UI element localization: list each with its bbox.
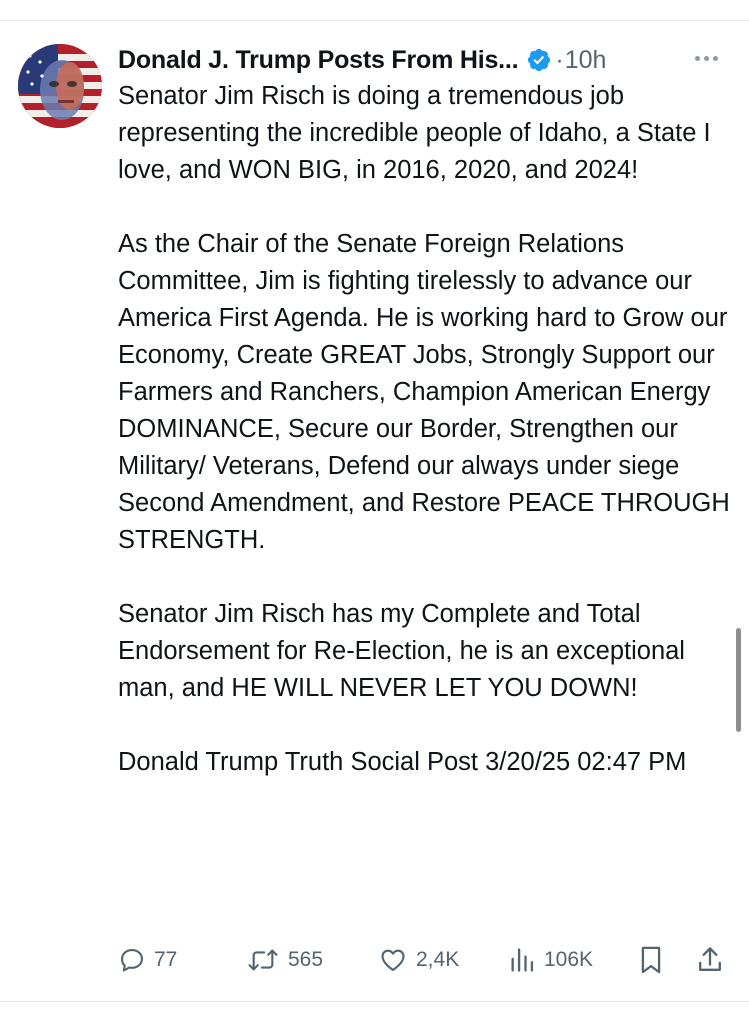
action-bar [118, 940, 730, 980]
author-name[interactable]: Donald J. Trump Posts From His... [118, 45, 519, 74]
avatar[interactable] [18, 44, 102, 128]
reply-icon [118, 946, 146, 974]
divider-bottom [0, 1001, 749, 1002]
heart-icon [378, 946, 408, 974]
like-count: 2,4K [416, 948, 460, 971]
more-options-icon[interactable] [688, 46, 724, 70]
post-paragraph: Senator Jim Risch is doing a tremendous job representing the incredible people of Idaho, a State I love, and WON BIG, in 2016, 2020, and 2024! [118, 82, 711, 184]
bookmark-button[interactable] [638, 940, 664, 980]
scrollbar[interactable] [736, 628, 741, 732]
repost-count: 565 [288, 948, 324, 971]
views-chart-icon [508, 946, 536, 974]
bookmark-icon [638, 945, 664, 975]
post-paragraph: Senator Jim Risch has my Complete and Total Endorsement for Re-Election, he is an exceptional man, and HE WILL NEVER LET YOU DOWN! [118, 600, 685, 702]
views-button[interactable] [508, 940, 593, 980]
post-paragraph: Donald Trump Truth Social Post 3/20/25 02:47 PM [118, 748, 687, 776]
separator-dot: · [555, 45, 564, 74]
post-paragraph: As the Chair of the Senate Foreign Relations Committee, Jim is fighting tirelessly to advance our America First Agenda. He is working hard to Grow our Economy, Create GREAT Jobs, Strongly Support our Farmers and Ranchers, Champion American Energy DOMINANCE, Secure our Border, Strengthen our Military/ Veterans, Defend our always under siege Second Amendment, and Restore PEACE THROUGH STRENGTH. [118, 230, 730, 554]
share-icon [696, 945, 724, 975]
reply-button[interactable] [118, 940, 177, 980]
repost-icon [246, 946, 280, 974]
post-time[interactable]: 10h [564, 45, 607, 74]
views-count: 106K [544, 948, 594, 971]
reply-count: 77 [154, 948, 178, 971]
share-button[interactable] [696, 940, 724, 980]
like-button[interactable] [378, 940, 459, 980]
repost-button[interactable] [246, 940, 323, 980]
post-header [118, 40, 738, 80]
post-text [118, 78, 733, 781]
divider-top [0, 20, 749, 21]
avatar-image [18, 44, 102, 128]
verified-badge-icon[interactable] [526, 47, 552, 73]
